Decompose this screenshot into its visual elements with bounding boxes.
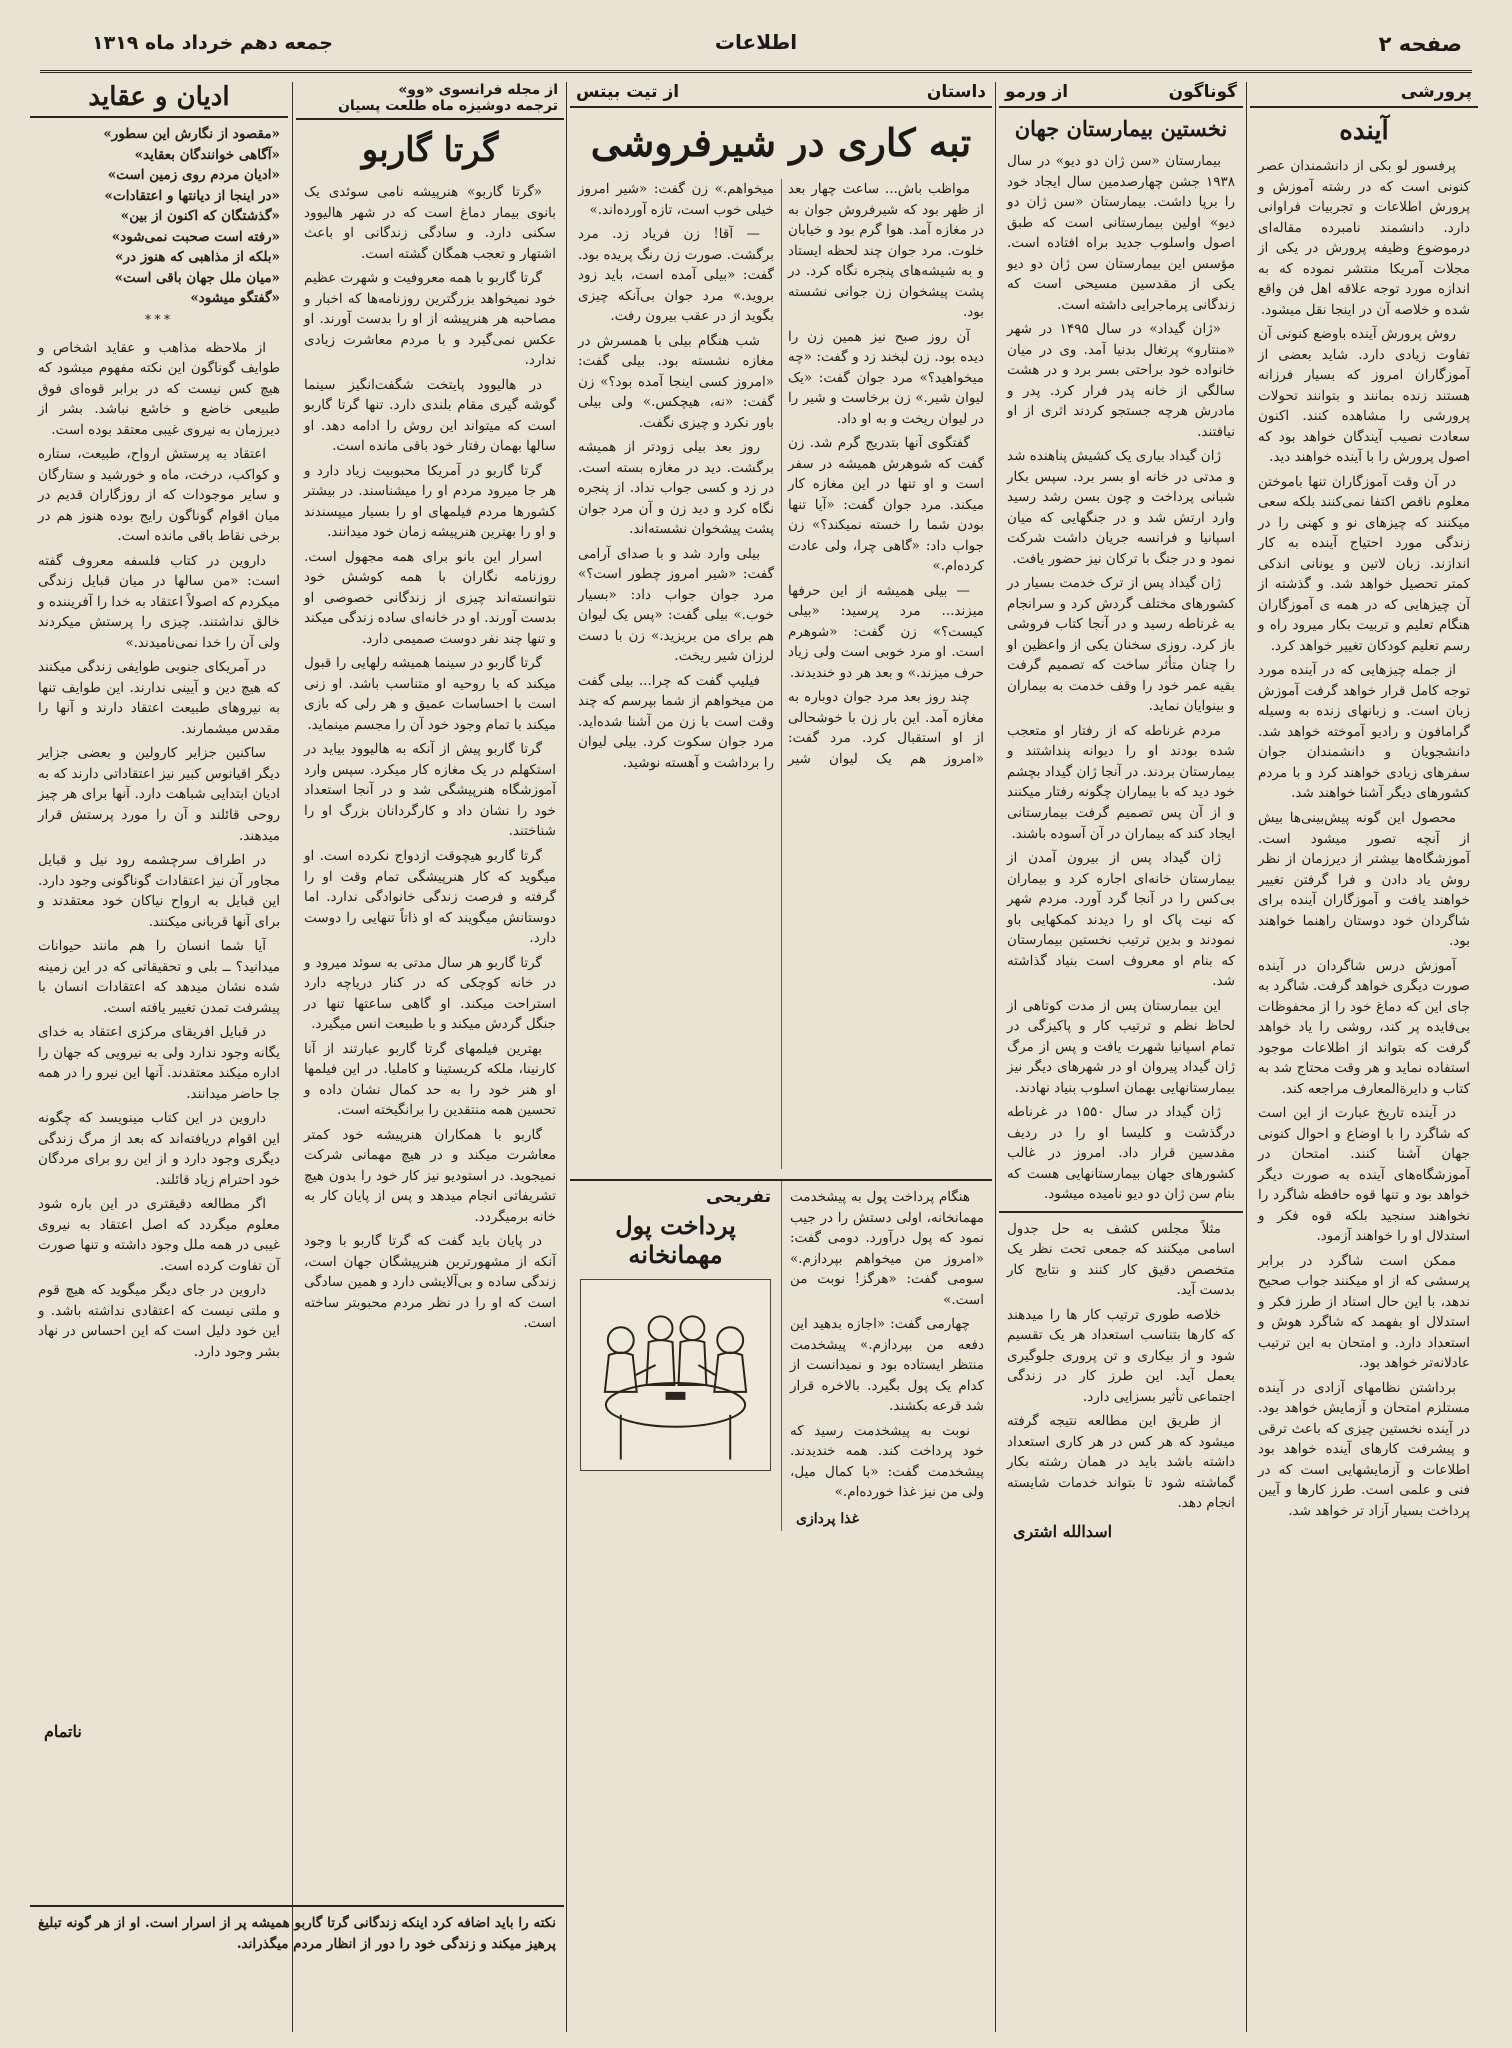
paragraph: روش پرورش آینده باوضع کنونی آن تفاوت زیادی دارد. شاید بعضی از آموزگاران امروز که بسیار فرزانه هستند زنده بمانند و بتوانند تحولات پرورشی را مشاهده کنند. اکنون سعادت نصیب آیندگان خواهد بود که اصول پرورش را با آینده خواهند دید. xyxy=(1258,326,1470,466)
article-body xyxy=(30,332,288,1718)
paragraph: ژان گیداد پس از ترک خدمت بسیار در کشورهای مختلف گردش کرد و سرانجام به غرناطه رسید و در آنجا کتاب فروشی باز کرد. روزی سخنان یکی از واعظین او را چنان متأثر ساخت که تصمیم گرفت بقیه عمر خود را وقف خدمت به بیماران و بینوایان نماید. xyxy=(1007,575,1235,715)
paper-name: اطلاعات xyxy=(714,30,798,54)
article-dairy-crime xyxy=(570,80,992,2035)
paragraph: ژان گیداد پس از بیرون آمدن از بیمارستان خانه‌ای اجاره کرد و بیماران بی‌کس را در آنجا گرد آورد. مردم شهر که نیت پاک او را دیدند کمکهایی باو نمودند و بدین ترتیب نخستین بیمارستان که بنام او معروف است بنیاد گذاشته شد. xyxy=(1007,850,1235,990)
intro-line: «ادیان مردم روی زمین است» xyxy=(107,167,280,184)
issue-date: جمعه دهم خرداد ماه ۱۳۱۹ xyxy=(92,32,333,54)
paragraph: گاربو با همکاران هنرپیشه خود کمتر معاشرت میکند و در هیچ مهمانی شرکت نمیجوید. در استودیو نیز کار خود را بدون هیچ تشریفاتی انجام میدهد و پس از پایان کار به خانه برمیگردد. xyxy=(304,1126,556,1225)
paragraph: نوبت به پیشخدمت رسید که خود پرداخت کند. همه خندیدند. پیشخدمت گفت: «با کمال میل، ولی من نیز غذا خورده‌ام.» xyxy=(790,1422,984,1501)
column-divider xyxy=(995,82,996,2032)
translator-label: ترجمه دوشیزه ماه طلعت پسیان xyxy=(337,98,558,114)
article-body xyxy=(999,145,1243,1205)
paragraph: داروین در جای دیگر میگوید که هیچ قوم و ملتی نیست که اعتقادی نداشته باشد. و این خود دلیل است که این احساس در نهاد بشر وجود دارد. xyxy=(38,1282,280,1360)
story-body xyxy=(570,173,992,1169)
paragraph: در پایان باید گفت که گرتا گاربو با وجود آنکه از مشهورترین هنرپیشگان جهان است، زندگی ساده و بی‌آلایشی دارد و همین سادگی است که او را در نظر مردم محبوبتر ساخته است. xyxy=(304,1233,556,1332)
paragraph: از ملاحظه مذاهب و عقاید اشخاص و طوایف گوناگون این نکته مفهوم میشود که هیچ کس نیست که در برابر قوه‌ای فوق طبیعی خاضع و خاشع نباشد. بشر از دیرزمان به نیروی غیبی معتقد بوده است. xyxy=(38,339,280,438)
paragraph: داروین در کتاب فلسفه معروف گفته است: «من سالها در میان قبایل زندگی میکردم که اصولاً اعتقاد به خدا را آفریننده و خالق نداشتند. چیزی را پرستش میکردند ولی آن را خدا نمی‌نامیدند.» xyxy=(38,552,280,651)
continuation-body xyxy=(999,1213,1243,1514)
paragraph: در آن وقت آموزگاران تنها باموختن معلوم ناقص اکتفا نمی‌کنند بلکه سعی میکنند که چیزهای نو و کهنی را در زندگی مورد احتیاج آینده به کار اندازند. زبان لاتین و یونانی اندکی کمتر تحصیل خواهد شد. و گذشته از آن چیزهایی که در همه ی آموزگاران هنگام تعلیم و تربیت بکار میرود راه و رسم تعلیم کودکان تغییر خواهد کرد. xyxy=(1258,473,1470,654)
paragraph: برداشتن نظامهای آزادی در آینده مستلزم امتحان و آزمایش خواهد بود. در آینده نخستین چیزی که باعث ترقی و پیشرفت کارهای آینده خواهد بود اطلاعات و آزمایشهایی است که در فنی و علمی است. طرز کارها و آیین پرداخت بسیار آزاد تر خواهد شد. xyxy=(1258,1379,1470,1519)
intro-line: «رفته است صحبت نمی‌شود» xyxy=(111,228,280,245)
paragraph: داروین در این کتاب مینویسد که چگونه این اقوام دریافته‌اند که بعد از مرگ زندگی دیگری وجود دارد و از این رو برای مردگان خود احترام زیاد قائلند. xyxy=(38,1110,280,1188)
article-body xyxy=(1250,150,1478,1522)
paragraph: «ژان گیداد» در سال ۱۴۹۵ در شهر «منتارو» پرتغال بدنیا آمد. وی در میان خانواده خود براحتی بسر برد و در هشت سالگی از خانه پدر فرار کرد. پدر و مادرش هرچه جستجو کردند اثری از او نیافتند. xyxy=(1007,321,1235,440)
paragraph: اگر مطالعه دقیقتری در این باره شود معلوم میگردد که اصل اعتقاد به نیروی غیبی در همه ملل وجود داشته و تنها صورت آن تفاوت کرده است. xyxy=(38,1196,280,1274)
paragraph: ممکن است شاگرد در برابر پرسشی که از او میکنند جواب صحیح ندهد، با این حال استاد از طرز فکر و استدلال او بفهمد که شاگرد هوش و استعداد دارد. و امتحان به این ترتیب عادلانه‌تر خواهد بود. xyxy=(1258,1252,1470,1372)
section-label: تفریحی xyxy=(705,1187,771,1207)
paragraph: محصول این گونه پیش‌بینی‌ها بیش از آنچه تصور میشود است. آموزشگاه‌ها بیشتر از دیرزمان از نظر روش یاد دادن و فرا گرفتن تغییر خواهند یافت و آموزگاران آینده برای شاگردان خود دوستان راهنما خواهند بود. xyxy=(1258,809,1470,950)
paragraph: ژان گیداد بیاری یک کشیش پناهنده شد و مدتی در خانه او بسر برد. سپس بکار شبانی پرداخت و چون بسن رشد رسید وارد ارتش شد و در جنگهایی که میان اسپانیا و فرانسه جریان داشت شرکت نمود و در جنگ با ترکان نیز حضور یافت. xyxy=(1007,448,1235,567)
intro-line: «در اینجا از دیانتها و اعتقادات» xyxy=(104,187,280,204)
article-title: گرتا گاربو xyxy=(361,130,499,170)
humor-header-column xyxy=(570,1181,782,1531)
article-body xyxy=(296,176,564,1334)
paragraph: گرتا گاربو پیش از آنکه به هالیوود بیاید در استکهلم در یک مغازه کار میکرد. سپس وارد آموزشگاه هنرپیشگی شد و در آنجا استعداد خود را نشان داد و کارگردانان بزرگ او را شناختند. xyxy=(304,741,556,840)
paragraph: گرتا گاربو در آمریکا محبوبیت زیاد دارد و هر جا میرود مردم او را میشناسند. در بیشتر کشورها مردم فیلمهای او را بسیار میپسندند و او را بهترین هنرپیشه زمان خود میدانند. xyxy=(304,462,556,541)
paragraph: فیلیپ گفت که چرا... بیلی گفت من میخواهم از شما بپرسم که چند وقت است با زن من آشنا شده‌اید. مرد جوان سکوت کرد. بیلی لیوان را برداشت و آهسته نوشید. xyxy=(578,672,774,771)
intro-line: «گذشتگان که اکنون از بین» xyxy=(120,208,280,225)
paragraph: از جمله چیزهایی که در آینده مورد توجه کامل قرار خواهد گرفت آموزش زبان است. و زبانهای زنده به وسیله گرامافون و رادیو آموخته خواهد شد. دانشجویان و دانشمندان جوان سفرهای زیادی خواهند کرد و با مردم کشورهای دیگر آشنا خواهند شد. xyxy=(1258,662,1470,802)
paragraph: ساکنین جزایر کارولین و بعضی جزایر دیگر اقیانوس کبیر نیز اعتقاداتی دارند که به ادیان ابتدایی شباهت دارد. آنها برای هر چیز روحی قائلند و آن را مورد پرستش قرار میدهند. xyxy=(38,745,280,844)
humor-body xyxy=(782,1181,992,1503)
section-label: داستان xyxy=(926,82,986,102)
masthead xyxy=(40,24,1472,68)
article-religions xyxy=(30,80,288,2035)
intro-lines xyxy=(30,118,288,309)
source-label: از تیت بیتس xyxy=(576,82,680,102)
paragraph: روز بعد بیلی زودتر از همیشه برگشت. دید در مغازه بسته است. در زد و کسی جواب نداد. از پنجره نگاه کرد و دید زن و آن مرد جوان پشت پیشخوان نشسته‌اند. xyxy=(578,439,774,538)
paragraph: گرتا گاربو هر سال مدتی به سوئد میرود و در خانه کوچکی که در کنار دریاچه دارد استراحت میکند. او گاهی ساعتها تنها در جنگل گردش میکند و با طبیعت انس میگیرد. xyxy=(304,954,556,1033)
paragraph: اعتقاد به پرستش ارواح، طبیعت، ستاره و کواکب، درخت، ماه و خورشید و ستارگان و سایر موجودات که از روزگاران قدیم در میان اقوام گوناگون رایج بوده هنوز هم در برخی نقاط باقی مانده است. xyxy=(38,446,280,545)
section-header xyxy=(1250,80,1478,108)
article-title: تبه کاری در شیرفروشی xyxy=(590,120,972,165)
intro-line: «آگاهی خوانندگان بعقاید» xyxy=(134,146,280,163)
paragraph: بهترین فیلمهای گرتا گاربو عبارتند از آنا کارنینا، ملکه کریستینا و کاملیا. در این فیلمها او هنر خود را به حد کمال نشان داده و تحسین همه منتقدین را برانگیخته است. xyxy=(304,1040,556,1119)
page-number: صفحه ۲ xyxy=(1378,32,1462,56)
paragraph: خلاصه طوری ترتیب کار ها را میدهند که کارها بتناسب استعداد هر یک تقسیم شود و از بیکاری و تن پروری جلوگیری بعمل آید. این طرز کار در زندگی اجتماعی تأثیر بسزایی دارد. xyxy=(1007,1306,1235,1405)
paragraph: گرتا گاربو با همه معروفیت و شهرت عظیم خود نمیخواهد بزرگترین روزنامه‌ها که اخبار و مصاحبه هر هنرپیشه از او را بدست آورند. او عکس نمی‌گیرد و با مردم معاشرت زیادی ندارد. xyxy=(304,270,556,369)
author-signature: اسدالله اشتری xyxy=(1013,1522,1113,1541)
paragraph: در هالیوود پایتخت شگفت‌انگیز سینما گوشه گیری مقام بلندی دارد. تنها گرتا گاربو است که میتواند این روش را ادامه دهد. او سالها بهمان رفتار خود باقی مانده است. xyxy=(304,376,556,455)
article-greta-garbo xyxy=(296,80,564,2035)
paragraph: بیلی وارد شد و با صدای آرامی گفت: «شیر امروز چطور است؟» مرد جوان جواب داد: «بسیار خوب.» بیلی گفت: «پس یک لیوان هم برای من بریزید.» زن با دست لرزان شیر ریخت. xyxy=(578,545,774,665)
article-first-hospital xyxy=(999,80,1243,2035)
paragraph: مثلاً مجلس کشف به حل جدول اسامی میکنند که جمعی تحت نظر یک متخصص دقیق کار کنند و نتایج کار بدست آید. xyxy=(1007,1220,1235,1299)
footnote-text: نکته را باید اضافه کرد اینکه زندگانی گرتا گاربو همیشه پر از اسرار است. او از هر گونه تبلیغ پرهیز میکند و زندگی خود را دور از انظار مردم میگذراند. xyxy=(38,1915,556,1952)
column-divider xyxy=(292,82,293,2032)
article-future xyxy=(1250,80,1478,2035)
paragraph: بیمارستان «سن ژان دو دیو» در سال ۱۹۳۸ جشن چهارصدمین سال ایجاد خود را برپا داشت. بیمارستان «سن ژان دو دیو» اولین بیمارستانی است که طبق اصول واسلوب جدید براه افتاده است. مؤسس این بیمارستان سن ژان دو دیو یکی از مقدسین مسیحی است که زندگانی پرماجرایی داشته است. xyxy=(1007,153,1235,313)
diners-drawing xyxy=(581,1280,770,1470)
paragraph: این بیمارستان پس از مدت کوتاهی از لحاظ نظم و ترتیب کار و پاکیزگی در تمام اسپانیا شهرت یافت و پس از مرگ ژان گیداد پیروان او در شهرهای دیگر نیز بیمارستانهایی بهمان اسلوب بنیاد نهادند. xyxy=(1007,997,1235,1096)
section-header xyxy=(296,80,564,120)
source-label: از ورمو xyxy=(1005,82,1069,102)
article-title: نخستین بیمارستان جهان xyxy=(1014,116,1228,141)
paragraph: آیا شما انسان را هم مانند حیوانات میدانید؟ ــ بلی و تحقیقاتی که در این زمینه شده نشان میدهد که اعتقادات انسان با پیشرفت تمدن تغییر یافته است. xyxy=(38,938,280,1016)
intro-line: «مقصود از نگارش این سطور» xyxy=(103,126,280,142)
column-divider xyxy=(566,82,567,2032)
separator-stars: *** xyxy=(144,312,174,328)
paragraph: چهارمی گفت: «اجازه بدهید این دفعه من بپردازم.» پیشخدمت منتظر ایستاده بود و نمیدانست از کدام یک پول بگیرد. بالاخره قرار شد قرعه بکشند. xyxy=(790,1316,984,1415)
paragraph: آن روز صبح نیز همین زن را دیده بود. زن لبخند زد و گفت: «چه میخواهید؟» مرد جوان گفت: «یک لیوان شیر.» زن برخاست و شیر را در لیوان ریخت و به او داد. xyxy=(788,328,984,427)
humor-signature: غذا پردازی xyxy=(796,1510,859,1527)
paragraph: در آمریکای جنوبی طوایفی زندگی میکنند که هیچ دین و آیینی ندارند. این طوایف تنها به نیروهای طبیعت اعتقاد دارند و آنها را مقدس میشمارند. xyxy=(38,659,280,737)
paragraph: چند روز بعد مرد جوان دوباره به مغازه آمد. این بار زن با خوشحالی از او استقبال کرد. مرد گفت: «امروز هم یک لیوان شیر میخواهم.» زن گفت: «شیر امروز خیلی خوب است، تازه آورده‌اند.» xyxy=(578,181,984,767)
paragraph: آموزش درس شاگردان در آینده صورت دیگری خواهد گرفت. شاگرد به جای این که دماغ خود را از محفوظات بی‌فایده پر کند، روشی را یاد خواهد گرفت که بتواند از اطلاعات موجود استفاده نماید و هر وقت محتاج شد به کتاب و دایرة‌المعارف مراجعه کند. xyxy=(1258,957,1470,1097)
section-header xyxy=(30,80,288,118)
restaurant-illustration xyxy=(580,1279,771,1471)
intro-line: «میان ملل جهان باقی است» xyxy=(114,269,280,286)
paragraph: — آقا! زن فریاد زد. مرد برگشت. صورت زن رنگ پریده بود. گفت: «بیلی آمده است، باید زود بروید.» مرد جوان بی‌آنکه چیزی بگوید از در عقب بیرون رفت. xyxy=(578,226,774,325)
paragraph: اسرار این بانو برای همه مجهول است. روزنامه نگاران با همه کوشش خود نتوانسته‌اند چیزی از زندگانی خصوصی او بدست آورند. او در خانه‌ای ساده زندگی میکند و تنها چند نفر دوست صمیمی دارد. xyxy=(304,548,556,647)
paragraph: از طریق این مطالعه نتیجه گرفته میشود که هر کس در هر کاری استعداد داشته باشد باید در همان رشته بکار گماشته شود تا بتواند خدمات شایسته انجام دهد. xyxy=(1007,1413,1235,1512)
section-header xyxy=(570,80,992,108)
humor-box xyxy=(570,1181,992,1531)
paragraph: در قبایل افریقای مرکزی اعتقاد به خدای یگانه وجود ندارد ولی به نیرویی که جهان را اداره میکند معتقدند. آنها این نیرو را در همه جا حاضر میدانند. xyxy=(38,1024,280,1102)
intro-line: «بلکه از مذاهبی که هنوز در» xyxy=(115,249,280,266)
paragraph: پرفسور لو بکی از دانشمندان عصر کنونی است که در رشته آموزش و پرورش اطلاعات و تجربیات فراوانی دارد. دانشمند نامبرده مقاله‌ای درموضوع وظیفه پرورش در یکی از مجلات آمریکا منتشر نموده که به اندازه مورد توجه علاقه اهل فن واقع شده و خلاصه آن در اینجا نقل میشود. xyxy=(1258,158,1470,318)
paragraph: شب هنگام بیلی با همسرش در مغازه نشسته بود. بیلی گفت: «امروز کسی اینجا آمده بود؟» زن گفت: «نه، هیچکس.» ولی بیلی باور نکرد و چیزی نگفت. xyxy=(578,332,774,431)
paragraph: در اطراف سرچشمه رود نیل و قبایل مجاور آن نیز اعتقادات گوناگونی وجود دارد. این قبایل به ارواح نیاکان خود معتقدند و برای آنها قربانی میکنند. xyxy=(38,852,280,930)
continued-label: ناتمام xyxy=(44,1721,82,1741)
column-divider xyxy=(1246,82,1247,2032)
paragraph: گرتا گاربو هیچوقت ازدواج نکرده است. او میگوید که کار هنرپیشگی تمام وقت او را گرفته و فرصت زندگی خانوادگی ندارد. اما دوستانش میگویند که او ذاتاً تنهایی را دوست دارد. xyxy=(304,847,556,947)
section-header xyxy=(999,80,1243,108)
paragraph: در آینده تاریخ عبارت از این است که شاگرد را با اوضاع و احوال کنونی جهان آشنا کنند. امتحان در آموزشگاه‌های آینده به صورت دیگر خواهد بود و تنها قوه حافظه شاگرد را نخواهند سنجید بلکه قوه فکر و استدلال او را خواهند آزمود. xyxy=(1258,1105,1470,1245)
masthead-rule xyxy=(40,70,1472,73)
intro-line: «گفتگو میشود» xyxy=(190,290,280,307)
humor-text-column xyxy=(782,1181,992,1531)
paragraph: مردم غرناطه که از رفتار او متعجب شده بودند او را دیوانه پنداشتند و بیمارستان بردند. در آنجا ژان گیداد بچشم خود دید که با بیماران چگونه رفتار میکنند و از آن پس تصمیم گرفت بیمارستانی ایجاد کند که بیماران در آن آسوده باشند. xyxy=(1007,722,1235,842)
paragraph: گرتا گاربو در سینما همیشه رلهایی را قبول میکند که با روحیه او متناسب باشد. او زنی است با احساسات عمیق و هر رلی که بازی میکند با تمام وجود خود آن را مجسم مینماید. xyxy=(304,655,556,733)
paragraph: «گرتا گاربو» هنرپیشه نامی سوئدی یک بانوی بیمار دماغ است که در شهر هالیوود سکنی دارد. و سادگی زندگانی او باعث اشتهار و تعجب همگان گشته است. xyxy=(304,184,556,262)
paragraph: ژان گیداد در سال ۱۵۵۰ در غرناطه درگذشت و کلیسا او را در ردیف مقدسین قرار داد. امروز در غالب کشورهای جهان بیمارستانهایی هست که بنام سن ژان دو دیو نامیده میشود. xyxy=(1007,1104,1235,1203)
source-label: از مجله فرانسوی «وو» xyxy=(398,82,558,98)
section-label: گوناگون xyxy=(1168,82,1237,102)
article-title: آینده xyxy=(1339,116,1389,146)
paragraph: — بیلی همیشه از این حرفها میزند... مرد پرسید: «بیلی کیست؟» زن گفت: «شوهرم است. او مرد خوبی است ولی زیاد حرف میزند.» و بعد هر دو خندیدند. xyxy=(788,582,984,681)
humor-title: پرداخت پول مهمانخانه xyxy=(615,1211,736,1269)
section-label: پرورشی xyxy=(1400,82,1472,102)
paragraph: هنگام پرداخت پول به پیشخدمت مهمانخانه، اولی دستش را در جیب نمود که پول درآورد. دومی گفت: «امروز من میخواهم بپردازم.» سومی گفت: «هرگز! نوبت من است.» xyxy=(790,1189,984,1308)
paragraph: مواظب باش... ساعت چهار بعد از ظهر بود که شیرفروش جوان به در مغازه آمد. هوا گرم بود و خیابان خلوت. مرد جوان چند لحظه ایستاد و به شیشه‌های پنجره نگاه کرد. در پشت پیشخوان زن جوانی نشسته بود. xyxy=(788,181,984,321)
footnote-box xyxy=(30,1905,564,1954)
paragraph: گفتگوی آنها بتدریج گرم شد. زن گفت که شوهرش همیشه در سفر است و او تنها در این مغازه کار میکند. مرد جوان گفت: «آیا تنها بودن شما را خسته نمیکند؟» زن جواب داد: «گاهی چرا، ولی عادت کرده‌ام.» xyxy=(788,435,984,575)
article-title: ادیان و عقاید xyxy=(88,82,230,112)
